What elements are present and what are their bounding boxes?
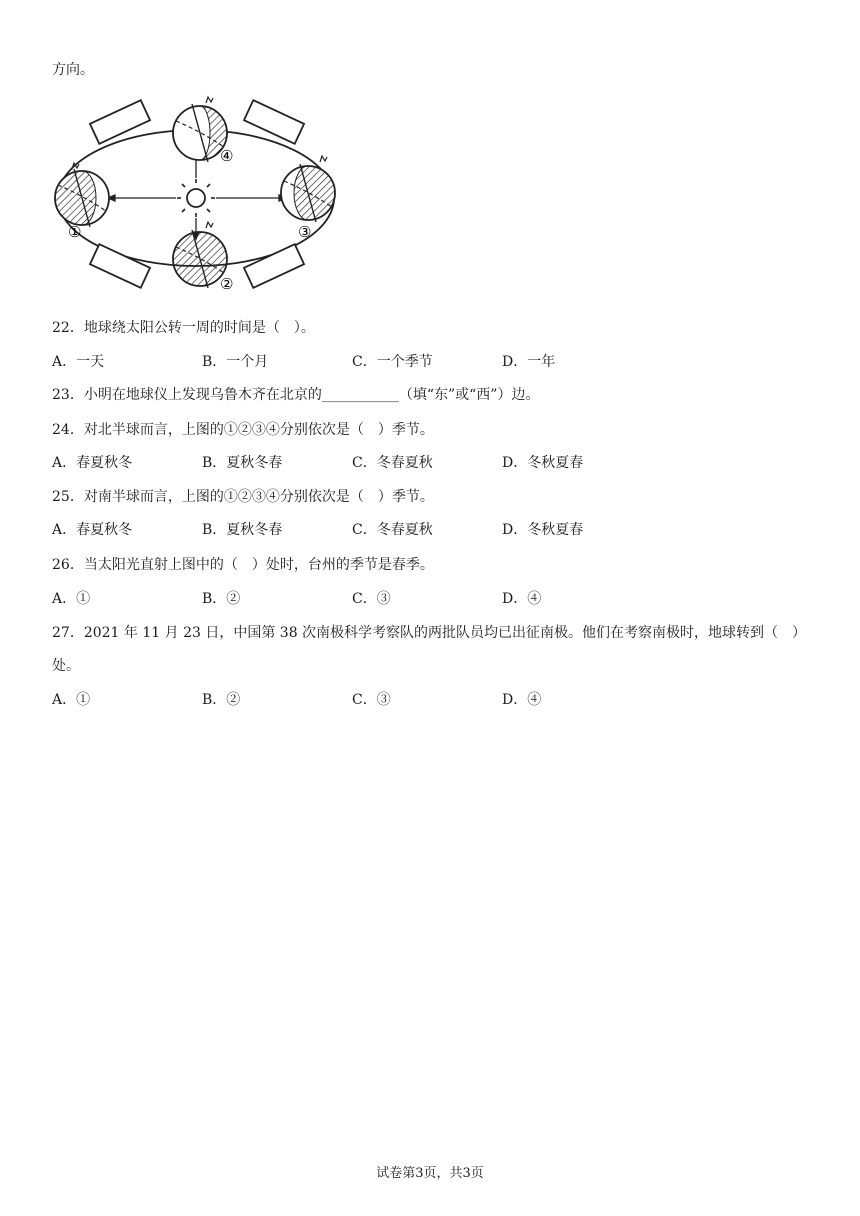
label-4: ④ (220, 147, 234, 165)
question-stem: 地球绕太阳公转一周的时间是（ ）。 (83, 320, 315, 336)
question-number: 23． (52, 387, 84, 403)
question-number: 26． (52, 557, 84, 573)
question-number: 25． (52, 489, 84, 505)
earth-orbit-figure (48, 95, 346, 295)
earth-position-4 (173, 97, 227, 162)
question-stem: 对北半球而言，上图的①②③④分别依次是（ ）季节。 (83, 422, 434, 438)
option-d[interactable]: D．冬秋夏春 (502, 522, 584, 538)
option-b[interactable]: B．② (202, 692, 241, 708)
question-stem: 对南半球而言，上图的①②③④分别依次是（ ）季节。 (83, 489, 434, 505)
option-c[interactable]: C．③ (352, 692, 391, 708)
question-22 (52, 318, 315, 338)
question-number: 27． (52, 625, 84, 641)
option-c[interactable]: C．③ (352, 591, 391, 607)
question-27 (52, 617, 812, 683)
option-a[interactable]: A．① (52, 591, 91, 607)
option-c[interactable]: C．冬春夏秋 (352, 455, 433, 471)
question-stem: 当太阳光直射上图中的（ ）处时，台州的季节是春季。 (83, 557, 434, 573)
question-number: 24． (52, 422, 84, 438)
option-d[interactable]: D．冬秋夏春 (502, 455, 584, 471)
question-number: 22． (52, 320, 84, 336)
earth-position-3 (281, 156, 335, 222)
blank-box-bottom-right (244, 244, 304, 288)
question-24 (52, 420, 434, 440)
option-b[interactable]: B．② (202, 591, 241, 607)
label-3: ③ (298, 223, 312, 241)
question-23 (52, 385, 539, 405)
question-stem: 小明在地球仪上发现乌鲁木齐在北京的___________（填“东”或“西”）边。 (83, 387, 540, 403)
question-25 (52, 487, 434, 507)
label-2: ② (220, 275, 234, 293)
option-b[interactable]: B．一个月 (202, 354, 269, 370)
option-d[interactable]: D．④ (502, 692, 542, 708)
option-a[interactable]: A．春夏秋冬 (52, 522, 133, 538)
earth-orbit-diagram (48, 95, 346, 295)
option-d[interactable]: D．一年 (502, 354, 556, 370)
option-b[interactable]: B．夏秋冬春 (202, 455, 283, 471)
continued-text: 方向。 (52, 62, 94, 78)
blank-box-top-right (244, 100, 304, 144)
blank-box-bottom-left (90, 244, 150, 288)
blank-box-top-left (90, 100, 150, 144)
earth-position-1 (55, 163, 109, 227)
option-a[interactable]: A．① (52, 692, 91, 708)
label-1: ① (68, 223, 82, 241)
option-b[interactable]: B．夏秋冬春 (202, 522, 283, 538)
option-a[interactable]: A．春夏秋冬 (52, 455, 133, 471)
option-d[interactable]: D．④ (502, 591, 542, 607)
question-stem: 2021 年 11 月 23 日，中国第 38 次南极科学考察队的两批队员均已出征南极。他们在考察南极时，地球转到（ ）处。 (52, 625, 807, 674)
page-footer: 试卷第3页，共3页 (376, 1166, 484, 1181)
option-c[interactable]: C．冬春夏秋 (352, 522, 433, 538)
earth-position-2 (173, 222, 227, 288)
sun-icon (177, 179, 215, 217)
option-a[interactable]: A．一天 (52, 354, 105, 370)
option-c[interactable]: C．一个季节 (352, 354, 433, 370)
question-26 (52, 555, 434, 575)
